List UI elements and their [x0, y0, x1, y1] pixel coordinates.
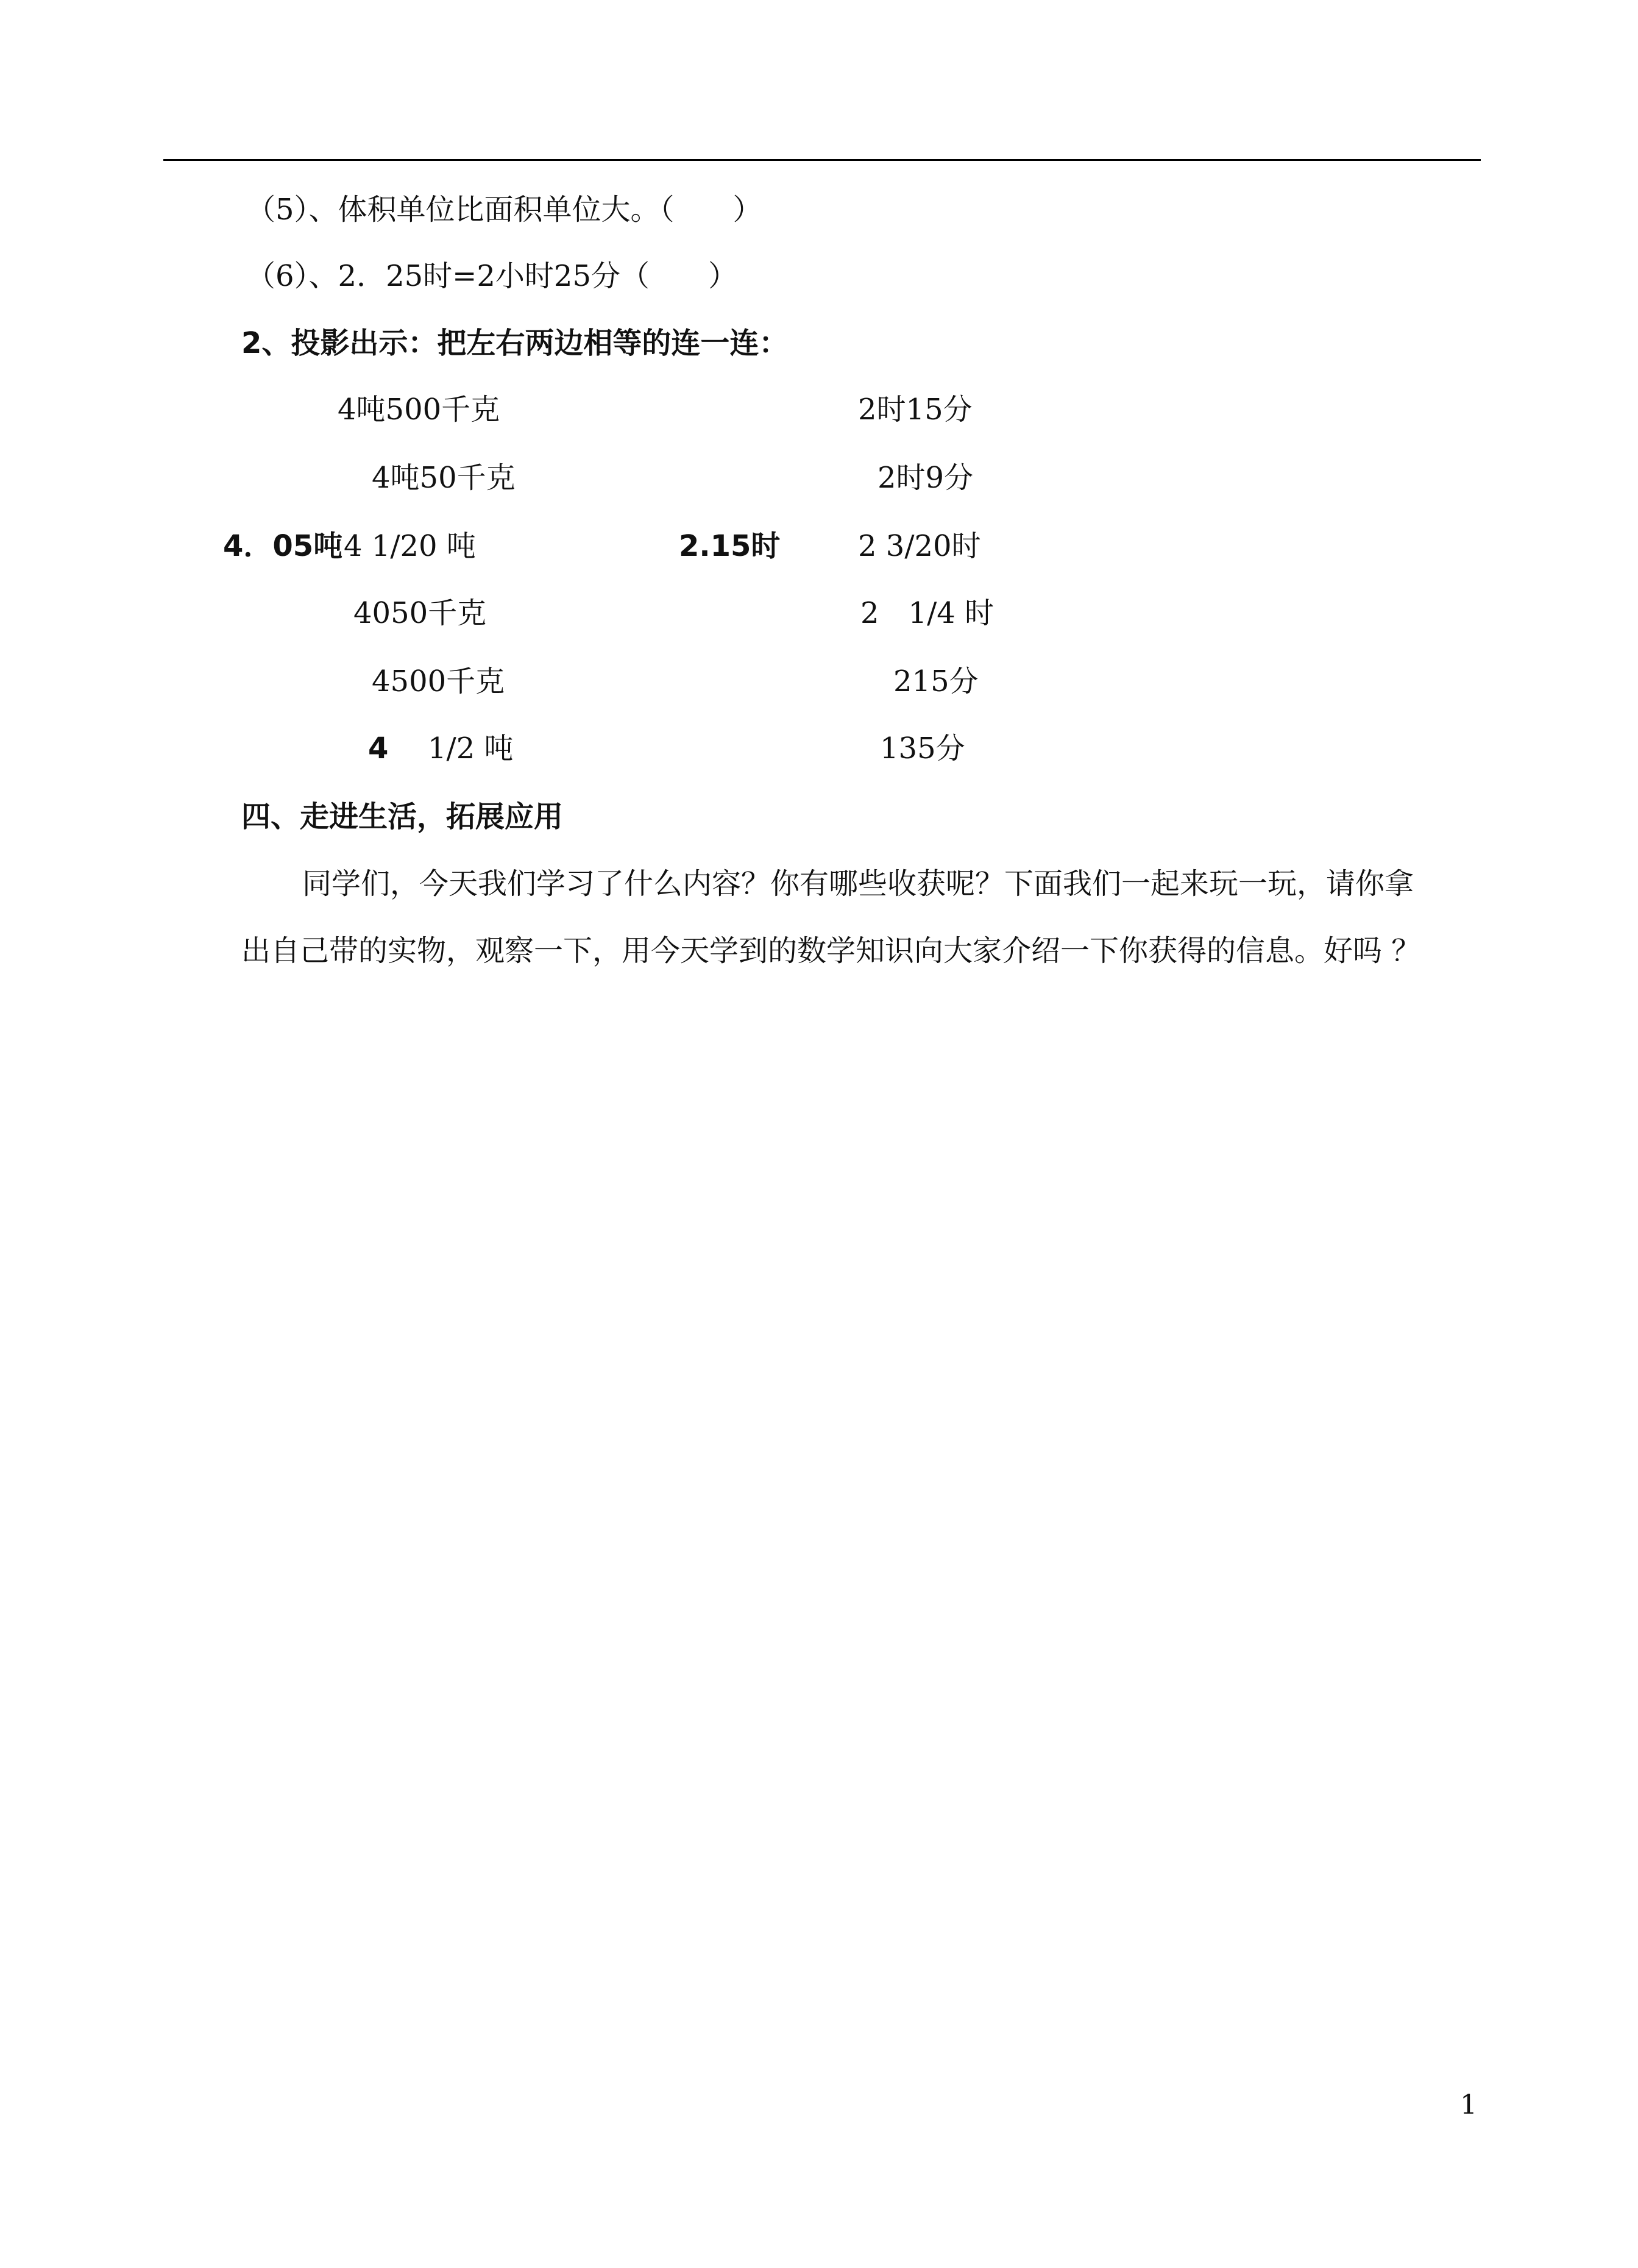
- header-rule: [163, 159, 1481, 161]
- section-four-heading: 四、走进生活，拓展应用: [241, 800, 564, 834]
- right-item-5: 215分: [893, 664, 979, 699]
- left-item-6: 1/2 吨: [428, 731, 514, 766]
- left-item-3: 4 1/20 吨: [344, 529, 476, 563]
- matching-section-title: 2、投影出示：把左右两边相等的连一连：: [241, 326, 789, 360]
- section-four-paragraph-line-1: 同学们，今天我们学习了什么内容？你有哪些收获呢？下面我们一起来玩一玩，请你拿: [302, 867, 1414, 901]
- left-item-1: 4吨500千克: [338, 393, 500, 427]
- right-item-6: 135分: [880, 731, 965, 766]
- left-item-2: 4吨50千克: [372, 461, 516, 495]
- section-four-paragraph-line-2: 出自己带的实物，观察一下，用今天学到的数学知识向大家介绍一下你获得的信息。好吗 ？: [241, 934, 1421, 968]
- left-last-prefix-bold: 4: [368, 731, 389, 766]
- left-prefix-bold: 4．05吨: [223, 529, 343, 563]
- right-item-1: 2时15分: [858, 393, 973, 427]
- judgment-item-5: （5）、体积单位比面积单位大。（ ）: [246, 193, 762, 227]
- right-item-2: 2时9分: [878, 461, 974, 495]
- judgment-item-6: （6）、2．25时=2小时25分（ ）: [246, 259, 737, 293]
- right-item-4: 2 1/4 时: [860, 596, 994, 630]
- left-item-5: 4500千克: [372, 664, 505, 699]
- right-item-3: 2 3/20时: [858, 529, 981, 563]
- left-item-4: 4050千克: [353, 596, 487, 630]
- page-number: 1: [1460, 2089, 1477, 2120]
- right-prefix-bold: 2.15时: [679, 529, 781, 563]
